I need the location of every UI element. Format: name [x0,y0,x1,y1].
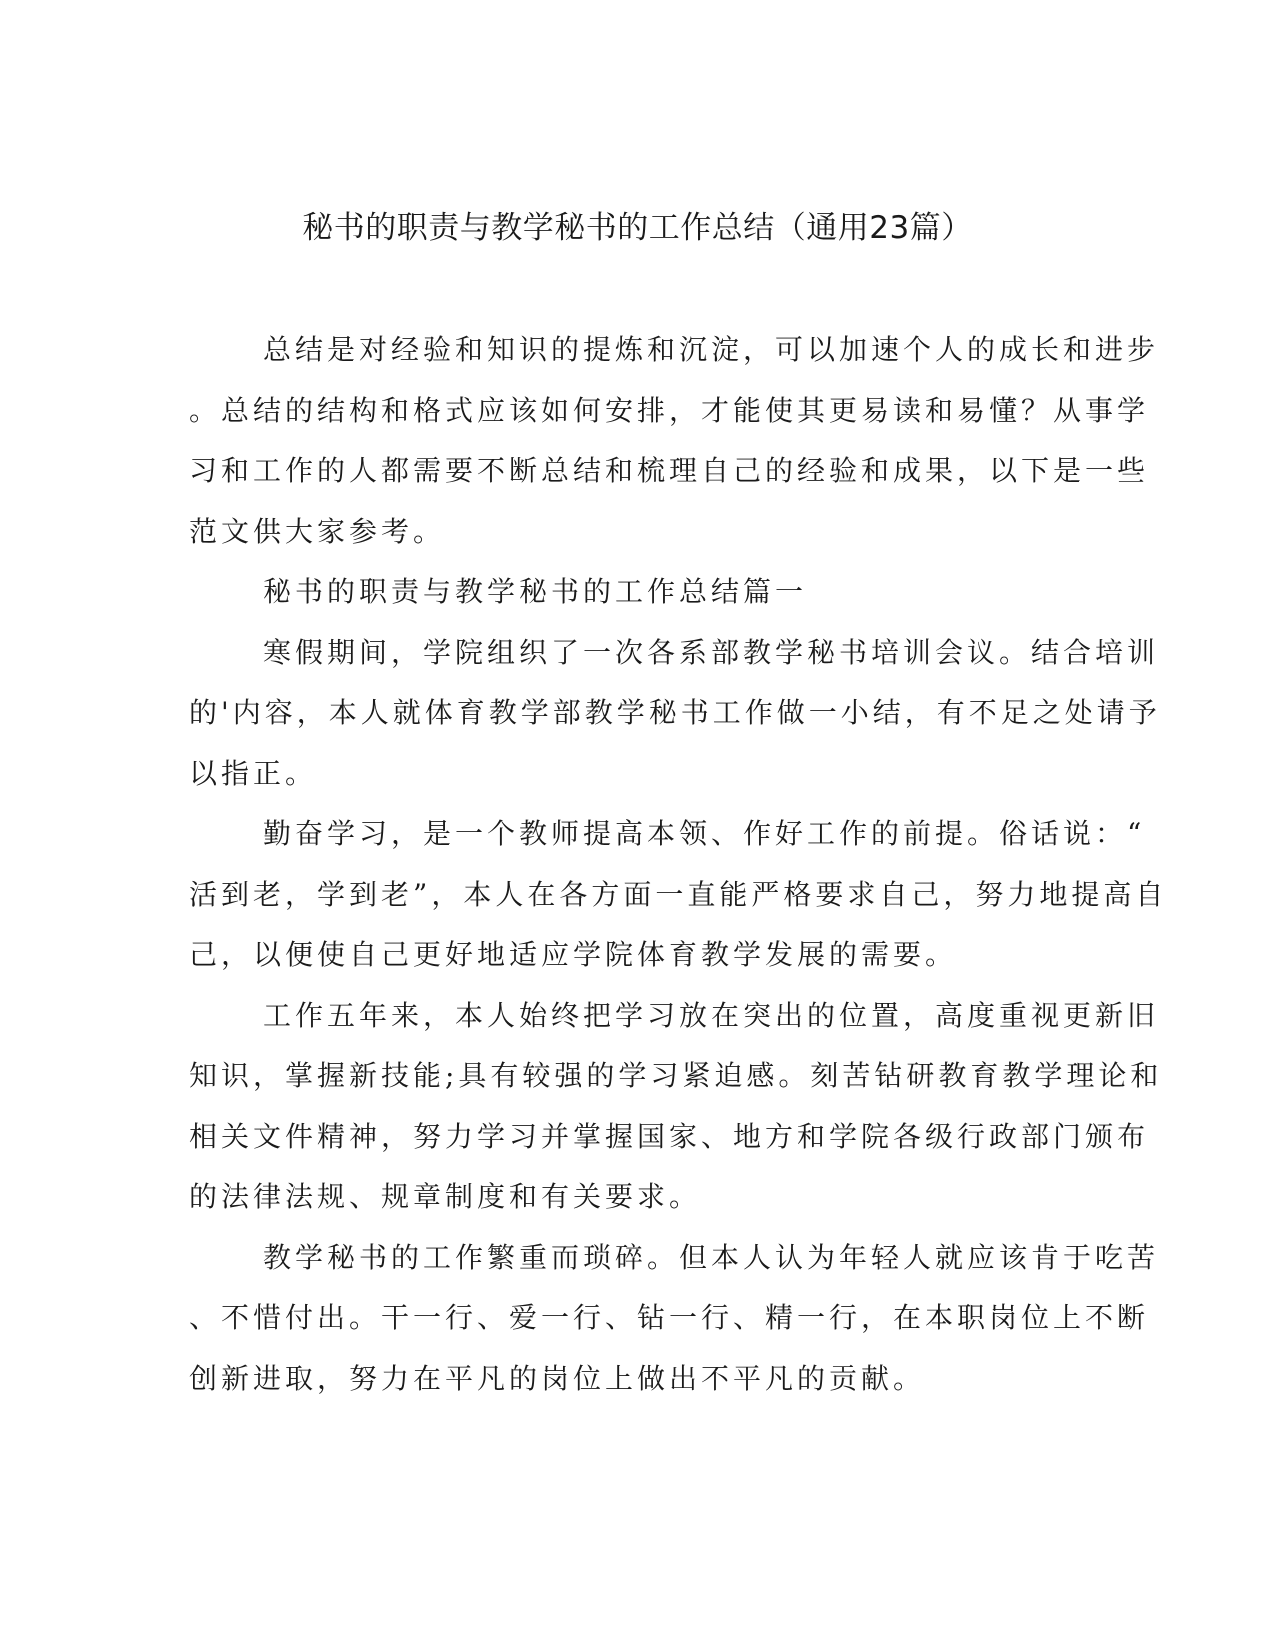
paragraph-five-years-work [189,986,1163,1228]
paragraph-line: 工作五年来，本人始终把学习放在突出的位置，高度重视更新旧 [263,998,1160,1032]
paragraph-diligent-study [189,804,1168,986]
paragraph-line: 总结是对经验和知识的提炼和沉淀，可以加速个人的成长和进步 [263,333,1160,366]
paragraph-line: 相关文件精神，努力学习并掌握国家、地方和学院各级行政部门颁布 [189,1119,1150,1153]
paragraph-line: 范文供大家参考。 [189,514,446,548]
paragraph-line: 己，以便使自己更好地适应学院体育教学发展的需要。 [189,938,958,971]
paragraph-line: 教学秘书的工作繁重而琐碎。但本人认为年轻人就应该肯于吃苦 [263,1240,1160,1274]
section-heading-text: 秘书的职责与教学秘书的工作总结篇一 [263,575,808,608]
document-body [189,320,1168,1409]
paragraph-secretary-work [189,1228,1160,1410]
paragraph-line: 的法律法规、规章制度和有关要求。 [189,1180,702,1213]
paragraph-intro [189,320,1160,562]
paragraph-line: 创新进取，努力在平凡的岗位上做出不平凡的贡献。 [189,1361,926,1395]
paragraph-line: 、不惜付出。干一行、爱一行、钻一行、精一行，在本职岗位上不断 [189,1301,1150,1334]
section-heading [189,562,1079,623]
paragraph-line: 习和工作的人都需要不断总结和梳理自己的经验和成果，以下是一些 [189,454,1150,487]
paragraph-line: 寒假期间，学院组织了一次各系部教学秘书培训会议。结合培训 [263,635,1160,669]
paragraph-line: 。总结的结构和格式应该如何安排，才能使其更易读和易懂？从事学 [189,393,1150,427]
paragraph-line: 的'内容，本人就体育教学部教学秘书工作做一小结，有不足之处请予 [189,696,1161,729]
paragraph-line: 以指正。 [189,756,318,790]
paragraph-line: 勤奋学习，是一个教师提高本领、作好工作的前提。俗话说：“ [263,817,1146,850]
paragraph-line: 活到老，学到老”，本人在各方面一直能严格要求自己，努力地提高自 [189,877,1168,911]
paragraph-line: 知识，掌握新技能;具有较强的学习紧迫感。刻苦钻研教育教学理论和 [189,1059,1163,1092]
paragraph-winter-training [189,623,1161,805]
document-title: 秘书的职责与教学秘书的工作总结（通用23篇） [302,210,973,246]
